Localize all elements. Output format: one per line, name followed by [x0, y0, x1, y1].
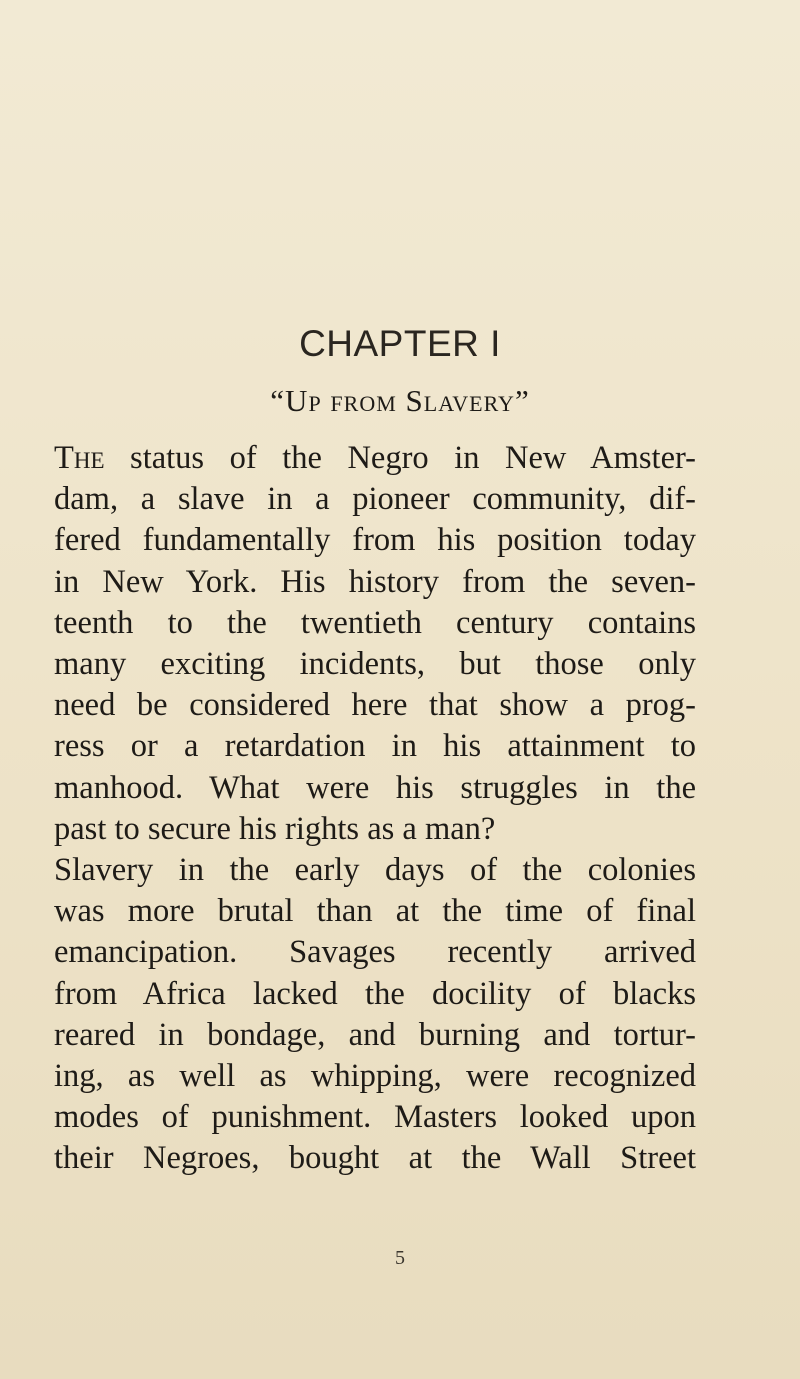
text-line: modes of punishment. Masters looked upon	[54, 1099, 696, 1136]
text-line: ress or a retardation in his attainment to	[54, 728, 696, 765]
text-line: Slavery in the early days of the colonies	[54, 852, 696, 889]
text-line: manhood. What were his struggles in the	[54, 769, 696, 806]
text-line: reared in bondage, and burning and tortur-	[54, 1016, 696, 1053]
text-line: their Negroes, bought at the Wall Street	[54, 1140, 696, 1177]
text-line: past to secure his rights as a man?	[54, 810, 496, 847]
text-line: emancipation. Savages recently arrived	[54, 934, 696, 971]
opening-word: The	[54, 440, 105, 476]
chapter-title: “Up from Slavery”	[270, 383, 530, 418]
text-line: in New York. His history from the seven-	[54, 563, 696, 600]
text-line: dam, a slave in a pioneer community, dif-	[54, 481, 696, 518]
text-line	[54, 438, 696, 479]
text-line: fered fundamentally from his position today	[54, 522, 696, 559]
text-line: from Africa lacked the docility of blacks	[54, 975, 696, 1012]
body-text	[54, 438, 696, 1180]
text-line: many exciting incidents, but those only	[54, 646, 696, 683]
text-line: need be considered here that show a prog-	[54, 687, 696, 724]
text-line-rest: status of the Negro in New Amster-	[104, 440, 696, 476]
text-line: teenth to the twentieth century contains	[54, 604, 696, 641]
text-line: ing, as well as whipping, were recognized	[54, 1058, 696, 1095]
text-line: was more brutal than at the time of final	[54, 893, 696, 930]
chapter-heading: CHAPTER I	[299, 323, 501, 364]
page-number: 5	[395, 1247, 405, 1269]
